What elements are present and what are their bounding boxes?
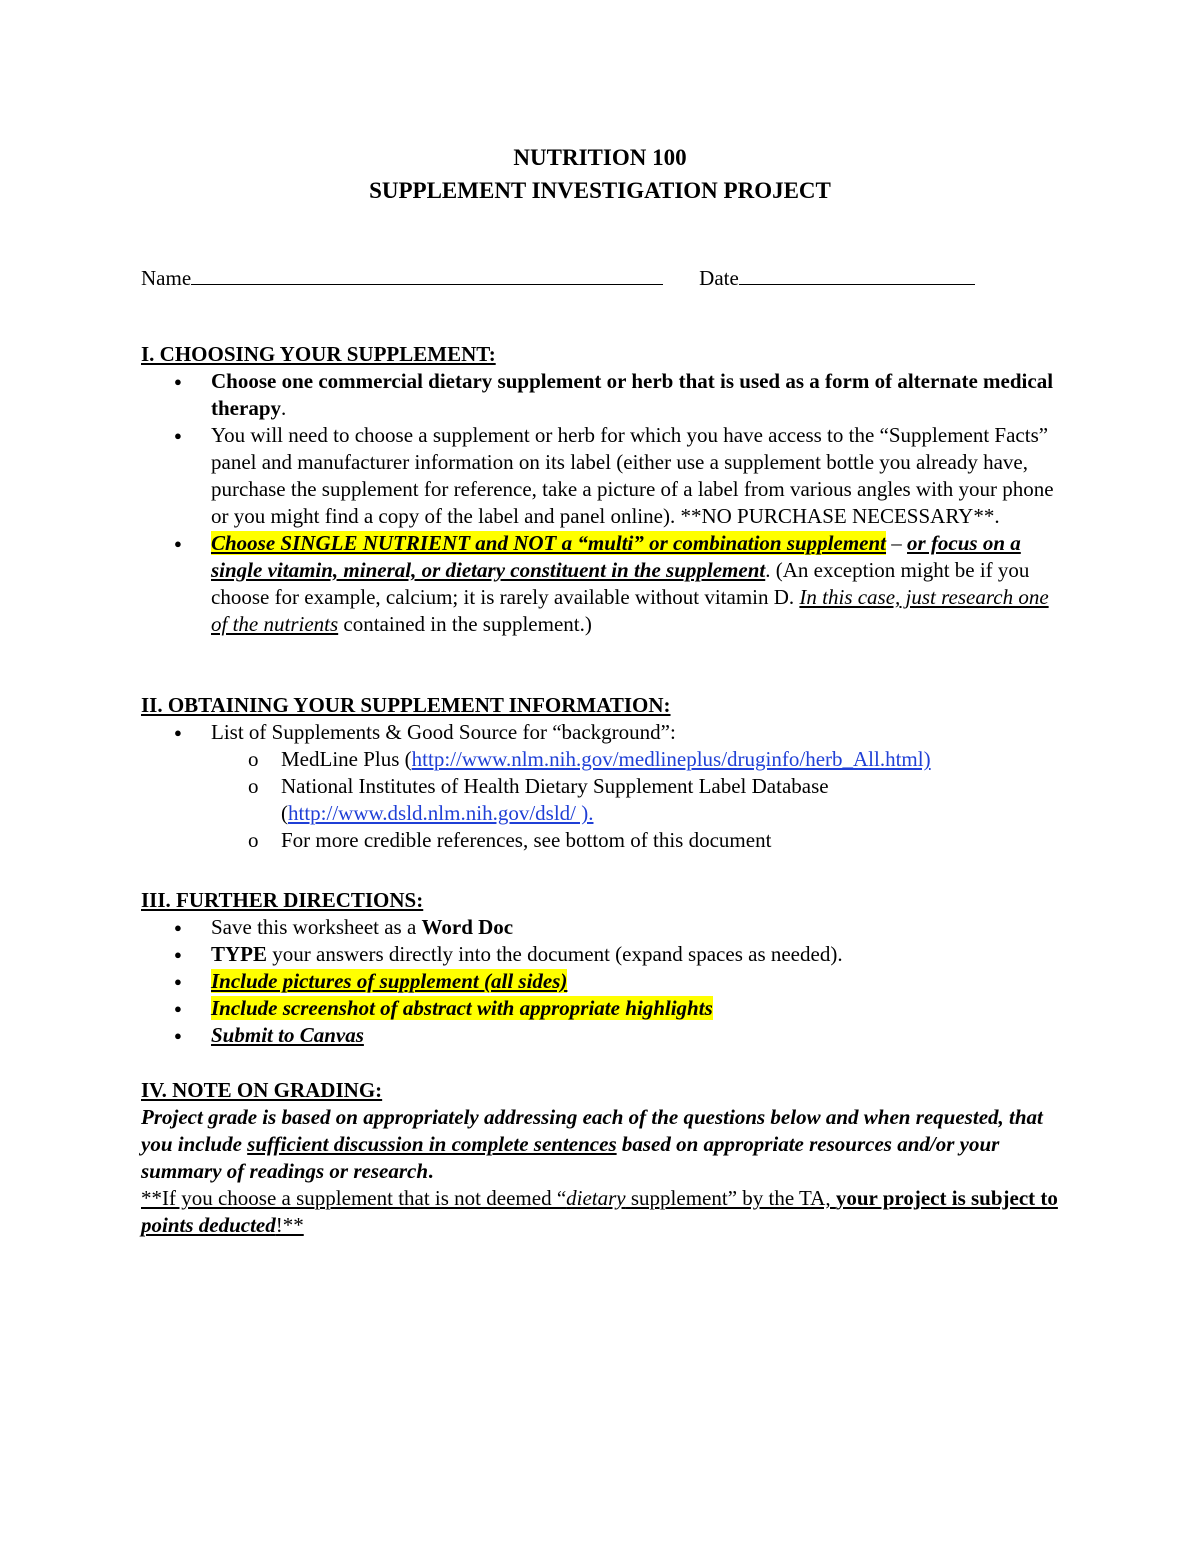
name-date-row: [141, 262, 1041, 292]
highlighted-instruction: Choose SINGLE NUTRIENT and NOT a “multi” or combination supplement: [211, 531, 887, 555]
medlineplus-link[interactable]: http://www.nlm.nih.gov/medlineplus/druginfo/herb_All.html): [411, 747, 931, 771]
list-item: ● List of Supplements & Good Source for “background”: o MedLine Plus (http://www.nlm.nih.gov/medlineplus/druginfo/herb_All.html) o National Institutes of Health Dietary Supplement Label Database (http://www.dsld.nlm.nih.gov/dsld/ ). o For more credible references, see bottom of this document: [141, 719, 1061, 854]
section-choosing-supplement: [141, 341, 1061, 638]
section-grading-note: [141, 1077, 1061, 1239]
date-field[interactable]: [739, 262, 975, 285]
list-item: ● You will need to choose a supplement or herb for which you have access to the “Supplement Facts” panel and manufacturer information on its label (either use a supplement bottle you already have, purchase the supplement for reference, take a picture of a label from various angles with your phone or you might find a copy of the label and panel online). **NO PURCHASE NECESSARY**.: [141, 422, 1061, 530]
section-obtaining-information: [141, 692, 1061, 854]
section-further-directions: [141, 887, 1061, 1049]
list-item: ● Save this worksheet as a Word Doc: [141, 914, 1061, 941]
highlighted-instruction: Include pictures of supplement (all sides): [211, 969, 568, 993]
name-label: Name: [141, 266, 192, 290]
section-heading: II. OBTAINING YOUR SUPPLEMENT INFORMATION:: [141, 693, 671, 717]
list-item: ● Submit to Canvas: [141, 1022, 1061, 1049]
section-heading: III. FURTHER DIRECTIONS:: [141, 888, 424, 912]
warning-paragraph: **If you choose a supplement that is not deemed “dietary supplement” by the TA, your project is subject to points deducted!**: [141, 1186, 1058, 1237]
section-heading: IV. NOTE ON GRADING:: [141, 1078, 383, 1102]
grading-paragraph: Project grade is based on appropriately addressing each of the questions below and when requested, that you include sufficient discussion in complete sentences based on appropriate resources and/or your summary of readings or research.: [141, 1105, 1043, 1183]
dsld-link[interactable]: http://www.dsld.nlm.nih.gov/dsld/ ).: [288, 801, 594, 825]
section-heading: I. CHOOSING YOUR SUPPLEMENT:: [141, 342, 496, 366]
document-subtitle: SUPPLEMENT INVESTIGATION PROJECT: [369, 178, 831, 203]
name-field[interactable]: [191, 262, 663, 285]
sub-list-item: o For more credible references, see bottom of this document: [141, 827, 1061, 854]
list-item: ● Choose SINGLE NUTRIENT and NOT a “multi” or combination supplement – or focus on a single vitamin, mineral, or dietary constituent in the supplement. (An exception might be if you choose for example, calcium; it is rarely available without vitamin D. In this case, just research one of the nutrients contained in the supplement.): [141, 530, 1061, 638]
sub-list-item: o MedLine Plus (http://www.nlm.nih.gov/medlineplus/druginfo/herb_All.html): [141, 746, 1061, 773]
sub-list-item: o National Institutes of Health Dietary Supplement Label Database (http://www.dsld.nlm.nih.gov/dsld/ ).: [141, 773, 1061, 827]
highlighted-instruction: Include screenshot of abstract with appropriate highlights: [211, 996, 713, 1020]
list-item: ● Choose one commercial dietary supplement or herb that is used as a form of alternate medical therapy.: [141, 368, 1061, 422]
document-title: NUTRITION 100: [513, 145, 687, 170]
list-item: [141, 968, 1061, 995]
list-item: [141, 995, 1061, 1022]
date-label: Date: [699, 266, 739, 290]
list-item: ● TYPE your answers directly into the document (expand spaces as needed).: [141, 941, 1061, 968]
